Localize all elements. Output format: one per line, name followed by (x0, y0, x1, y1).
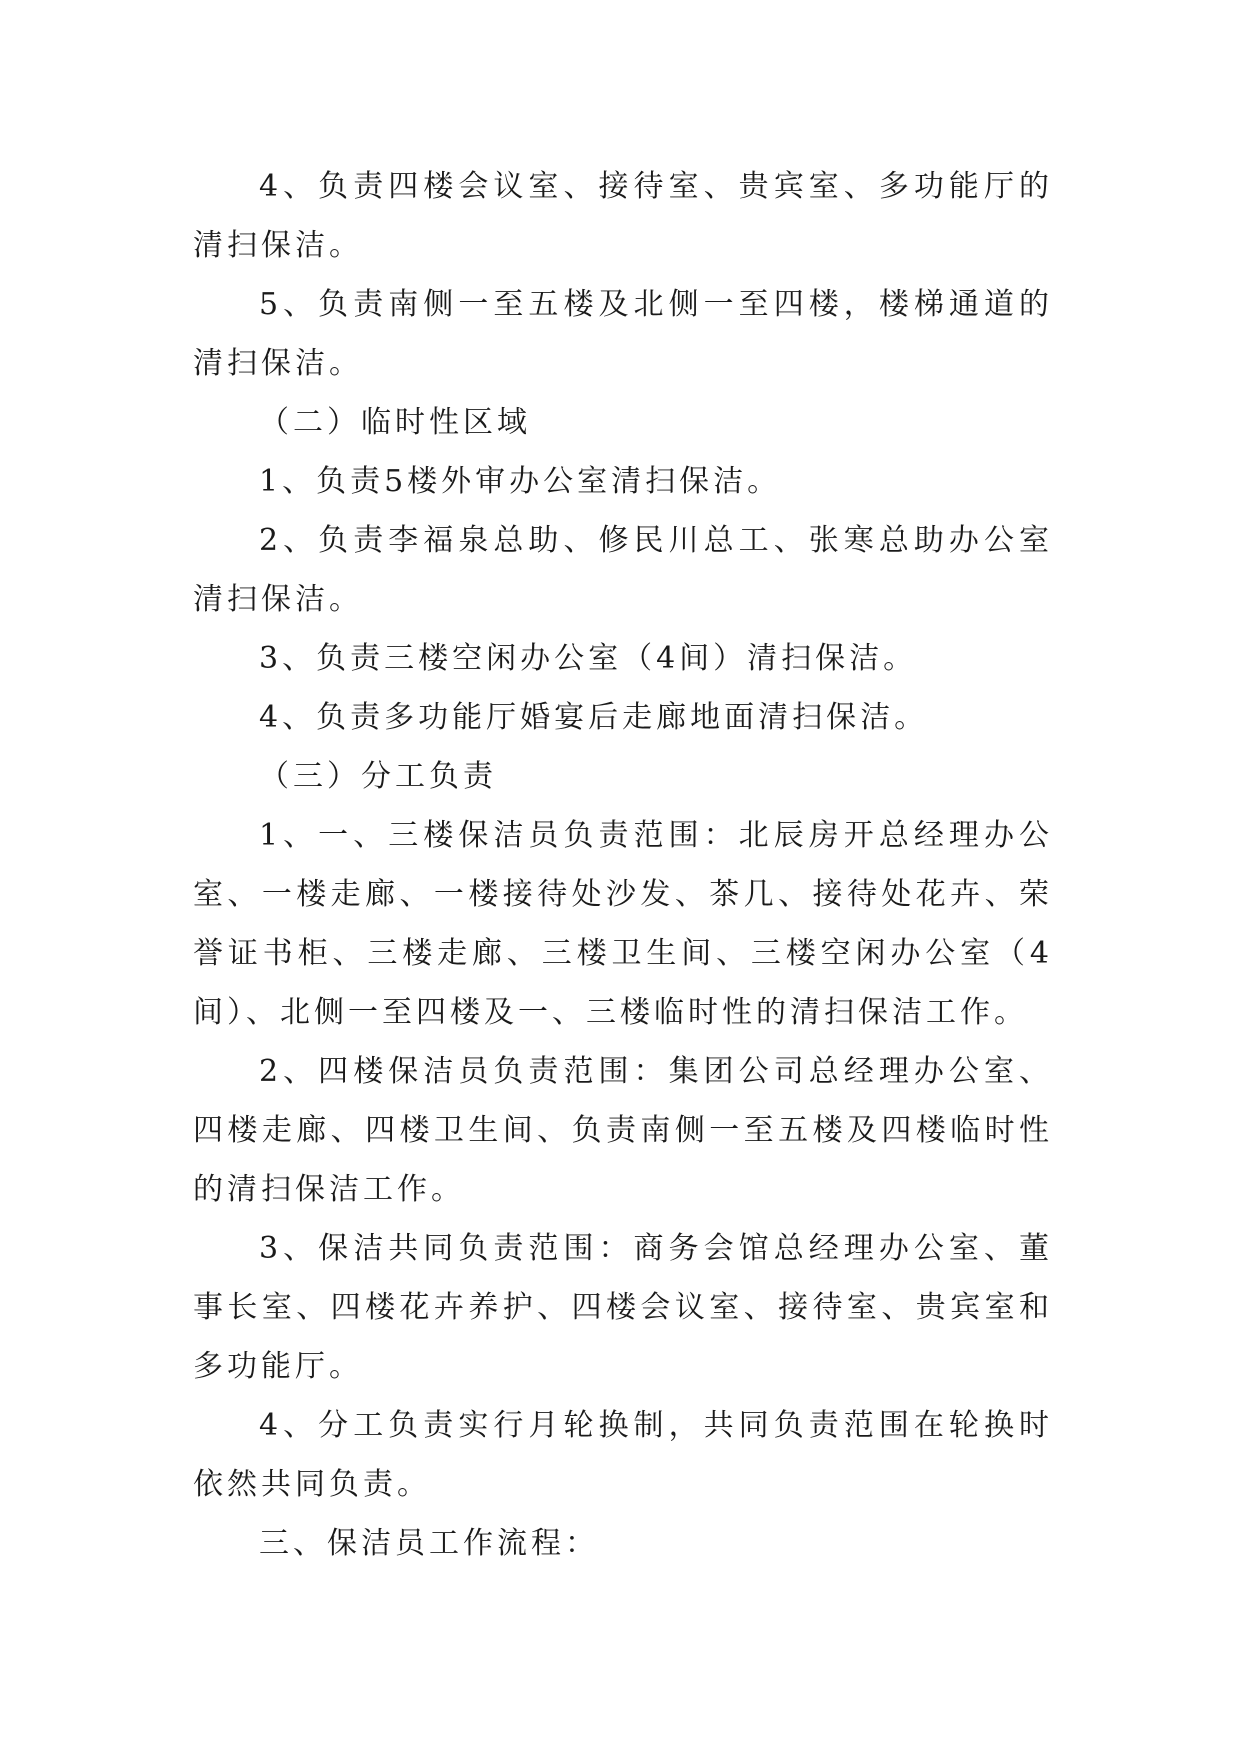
paragraph-temp-item-4: 4、负责多功能厅婚宴后走廊地面清扫保洁。 (259, 700, 929, 735)
paragraph-temp-item-2: 2、负责李福泉总助、修民川总工、张寒总助办公室清扫保洁。 (193, 523, 1053, 617)
paragraph-duty-item-1: 1、一、三楼保洁员负责范围：北辰房开总经理办公室、一楼走廊、一楼接待处沙发、茶几、接待处花卉、荣誉证书柜、三楼走廊、三楼卫生间、三楼空闲办公室（4间）、北侧一至四楼及一、三楼临时性的清扫保洁工作。 (193, 818, 1053, 1030)
paragraph-duty-item-3: 3、保洁共同负责范围：商务会馆总经理办公室、董事长室、四楼花卉养护、四楼会议室、接待室、贵宾室和多功能厅。 (193, 1231, 1053, 1384)
paragraph-duty-item-4: 4、分工负责实行月轮换制，共同负责范围在轮换时依然共同负责。 (193, 1408, 1053, 1502)
section-heading-workflow: 三、保洁员工作流程： (259, 1526, 599, 1561)
paragraph-temp-item-1: 1、负责5楼外审办公室清扫保洁。 (259, 464, 782, 499)
document-body (193, 157, 1053, 1573)
section-heading-division-of-duties: （三）分工负责 (259, 759, 497, 794)
paragraph-temp-item-3: 3、负责三楼空闲办公室（4间）清扫保洁。 (259, 641, 918, 676)
section-heading-temporary-areas: （二）临时性区域 (259, 405, 531, 440)
paragraph-item-5-stairways: 5、负责南侧一至五楼及北侧一至四楼，楼梯通道的清扫保洁。 (193, 287, 1053, 381)
paragraph-duty-item-2: 2、四楼保洁员负责范围：集团公司总经理办公室、四楼走廊、四楼卫生间、负责南侧一至五楼及四楼临时性的清扫保洁工作。 (193, 1054, 1053, 1207)
paragraph-item-4-meeting-rooms: 4、负责四楼会议室、接待室、贵宾室、多功能厅的清扫保洁。 (193, 169, 1053, 263)
